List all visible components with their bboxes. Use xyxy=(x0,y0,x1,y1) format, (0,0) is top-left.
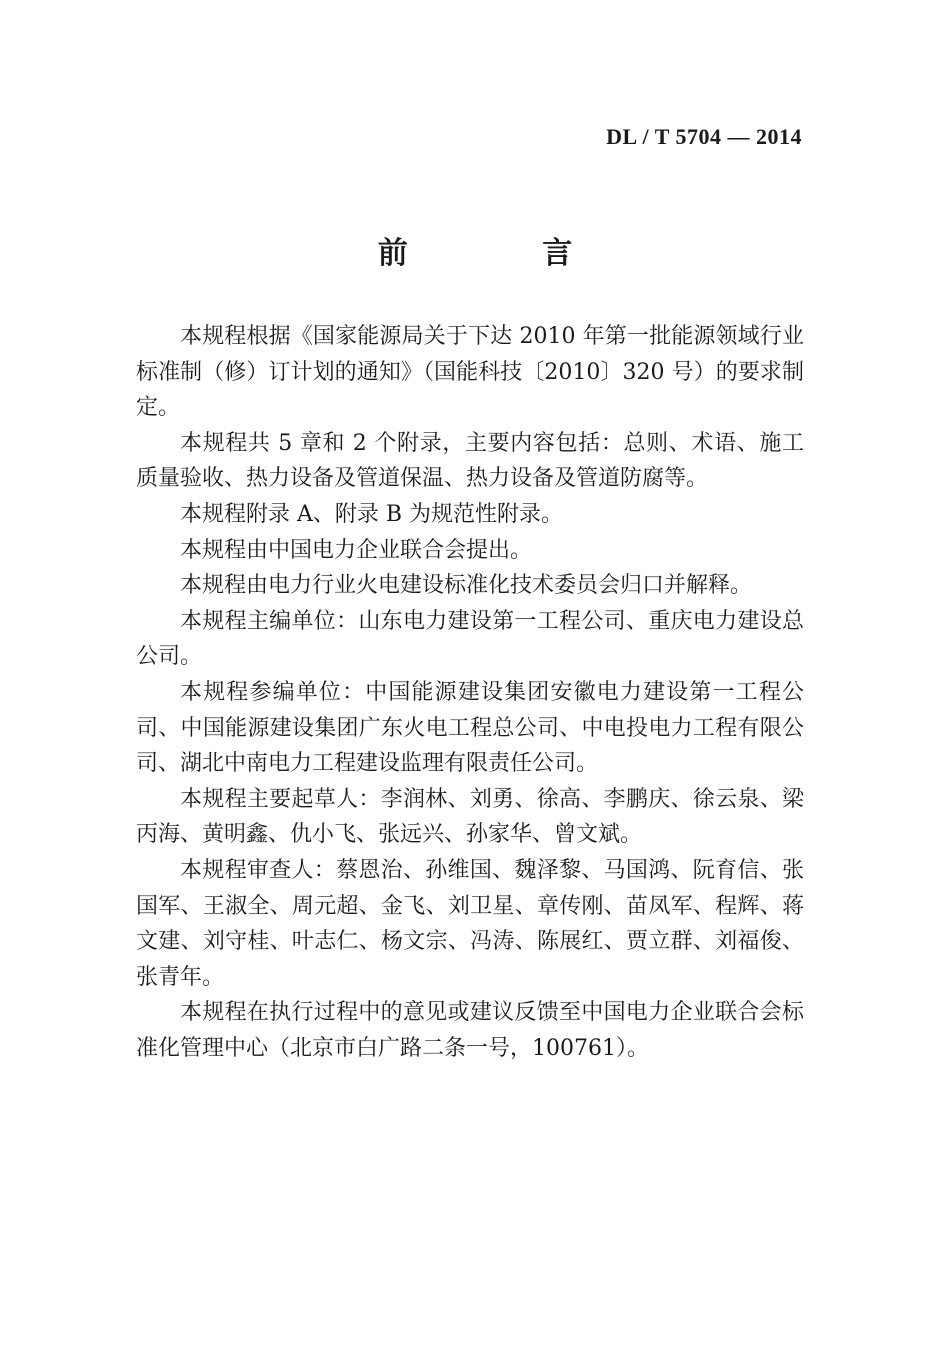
preface-paragraph-contents: 本规程共 5 章和 2 个附录，主要内容包括：总则、术语、施工质量验收、热力设备及管道保温、热力设备及管道防腐等。 xyxy=(136,430,804,492)
page-title: 前 言 xyxy=(377,236,635,271)
preface-paragraph-drafters: 本规程主要起草人：李润林、刘勇、徐高、李鹏庆、徐云泉、梁丙海、黄明鑫、仇小飞、张远兴、孙家华、曾文斌。 xyxy=(136,786,804,848)
preface-paragraph-feedback: 本规程在执行过程中的意见或建议反馈至中国电力企业联合会标准化管理中心（北京市白广路二条一号，100761）。 xyxy=(136,1000,804,1061)
preface-paragraph-chief-editors: 本规程主编单位：山东电力建设第一工程公司、重庆电力建设总公司。 xyxy=(136,608,804,670)
preface-paragraph-proposer: 本规程由中国电力企业联合会提出。 xyxy=(180,537,533,563)
preface-paragraph-participating-units: 本规程参编单位：中国能源建设集团安徽电力建设第一工程公司、中国能源建设集团广东火电工程总公司、中电投电力工程有限公司、湖北中南电力工程建设监理有限责任公司。 xyxy=(136,679,804,777)
preface-paragraph-interpretation: 本规程由电力行业火电建设标准化技术委员会归口并解释。 xyxy=(180,573,753,599)
standard-code: DL / T 5704 — 2014 xyxy=(606,124,802,149)
preface-body xyxy=(136,319,804,1066)
preface-paragraph-reviewers: 本规程审查人：蔡恩治、孙维国、魏泽黎、马国鸿、阮育信、张国军、王淑全、周元超、金飞、刘卫星、章传刚、苗凤军、程辉、蒋文建、刘守桂、叶志仁、杨文宗、冯涛、陈展红、贾立群、刘福俊、张青年。 xyxy=(136,857,804,990)
preface-paragraph-basis: 本规程根据《国家能源局关于下达 2010 年第一批能源领域行业标准制（修）订计划的通知》（国能科技〔2010〕320 号）的要求制定。 xyxy=(136,324,804,421)
preface-paragraph-appendices: 本规程附录 A、附录 B 为规范性附录。 xyxy=(180,501,564,527)
